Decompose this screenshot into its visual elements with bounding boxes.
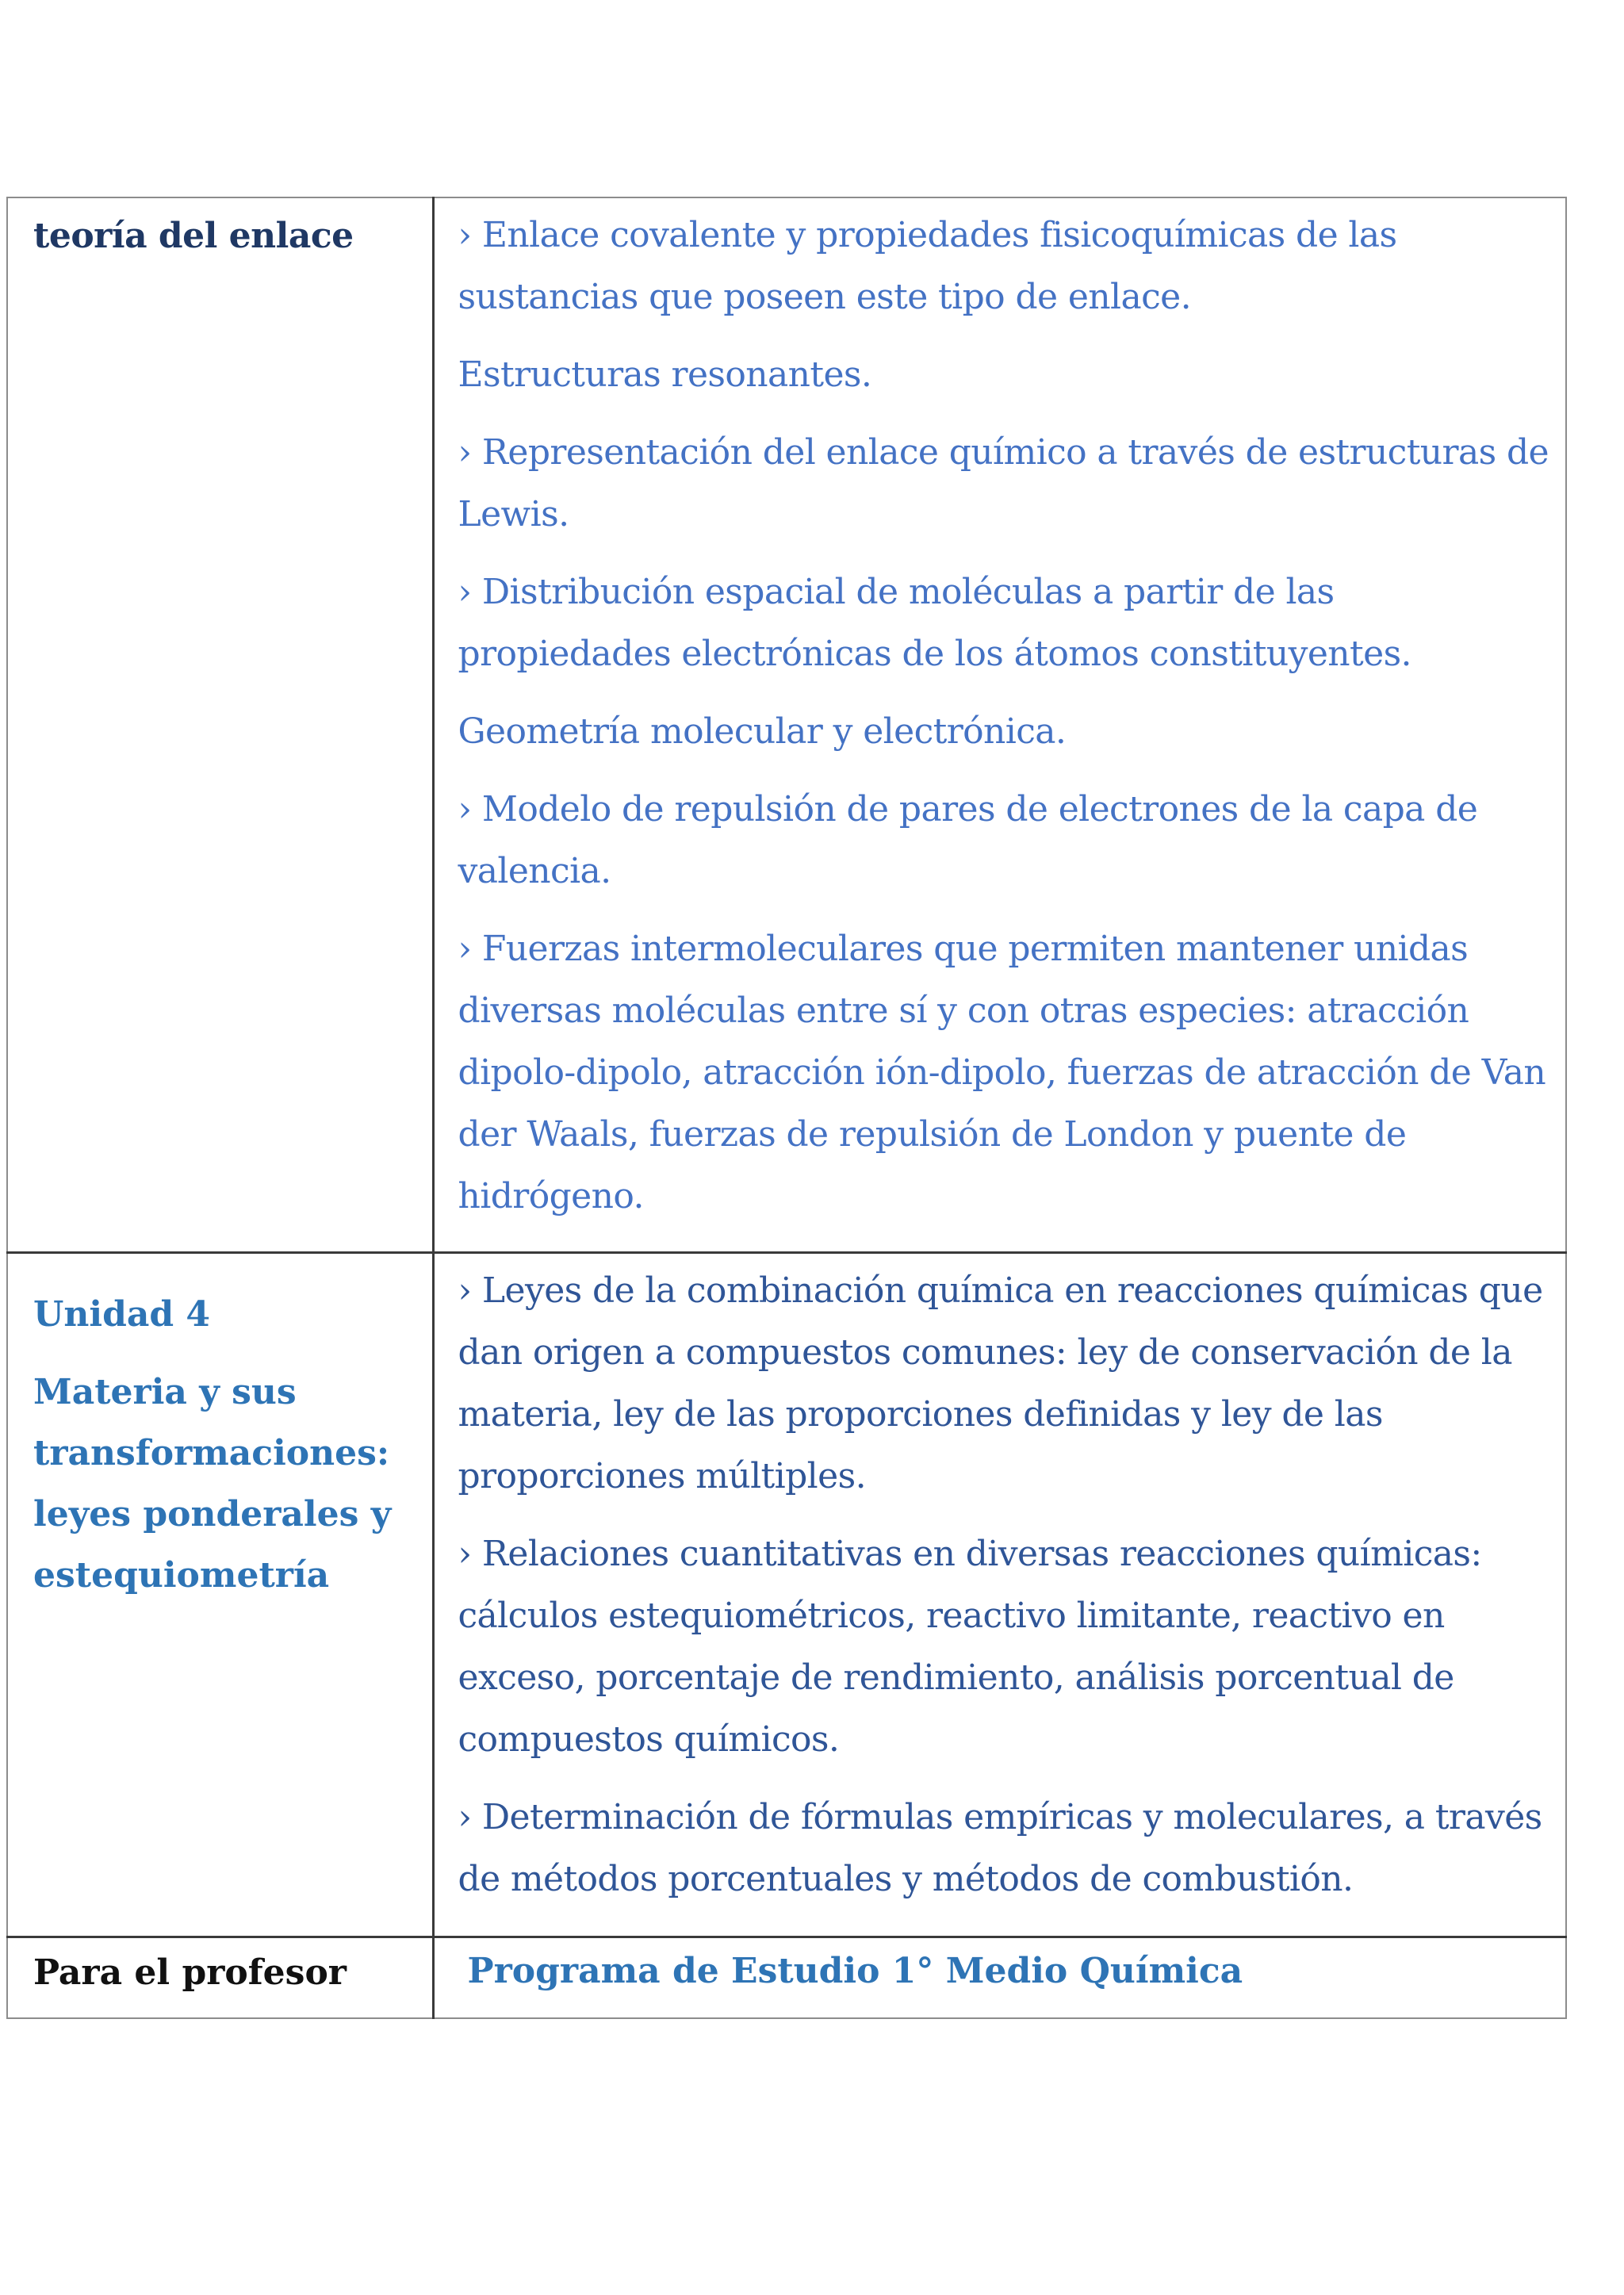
unit-title: Materia y sus transformaciones: leyes ponderales y estequiometría [33,1372,392,1596]
content-paragraph: › Fuerzas intermoleculares que permiten mantener unidas diversas moléculas entre sí y con otras especies: atracción dipolo-dipolo, atracción ión-dipolo, fuerzas de atracción de Van der Waals, fuerzas de repulsión de London y puente de hidrógeno. [458,929,1546,1216]
content-paragraph: › Determinación de fórmulas empíricas y moleculares, a través de métodos porcentuales y métodos de combustión. [458,1797,1542,1899]
content-paragraph: Estructuras resonantes. [458,354,872,395]
content-paragraph: › Relaciones cuantitativas en diversas reacciones químicas: cálculos estequiométricos, reactivo limitante, reactivo en exceso, porcentaje de rendimiento, análisis porcentual de compuestos químicos. [458,1534,1482,1760]
unit-cell [7,197,433,1253]
content-cell [433,1253,1566,1937]
content-paragraph: Geometría molecular y electrónica. [458,711,1067,752]
footer-right-cell [433,1937,1566,2019]
unit-cell [7,1253,433,1937]
unit-number: Unidad 4 [33,1294,211,1335]
footer-row [7,1937,1566,2019]
table-row [7,1253,1566,1937]
program-title: Programa de Estudio 1° Medio Química [467,1951,1243,1991]
unit-title: teoría del enlace [33,216,354,256]
footer-label: Para el profesor [33,1952,347,1993]
content-paragraph: › Distribución espacial de moléculas a partir de las propiedades electrónicas de los átomos constituyentes. [458,572,1411,674]
footer-left-cell [7,1937,433,2019]
content-paragraph: › Leyes de la combinación química en reacciones químicas que dan origen a compuestos comunes: ley de conservación de la materia, ley de las proporciones definidas y ley de las proporciones múltiples. [458,1270,1543,1496]
table-row [7,197,1566,1253]
content-paragraph: › Representación del enlace químico a través de estructuras de Lewis. [458,432,1549,534]
content-paragraph: › Enlace covalente y propiedades fisicoquímicas de las sustancias que poseen este tipo de enlace. [458,215,1397,317]
curriculum-table [6,197,1567,2019]
content-cell [433,197,1566,1253]
content-paragraph: › Modelo de repulsión de pares de electrones de la capa de valencia. [458,789,1478,891]
